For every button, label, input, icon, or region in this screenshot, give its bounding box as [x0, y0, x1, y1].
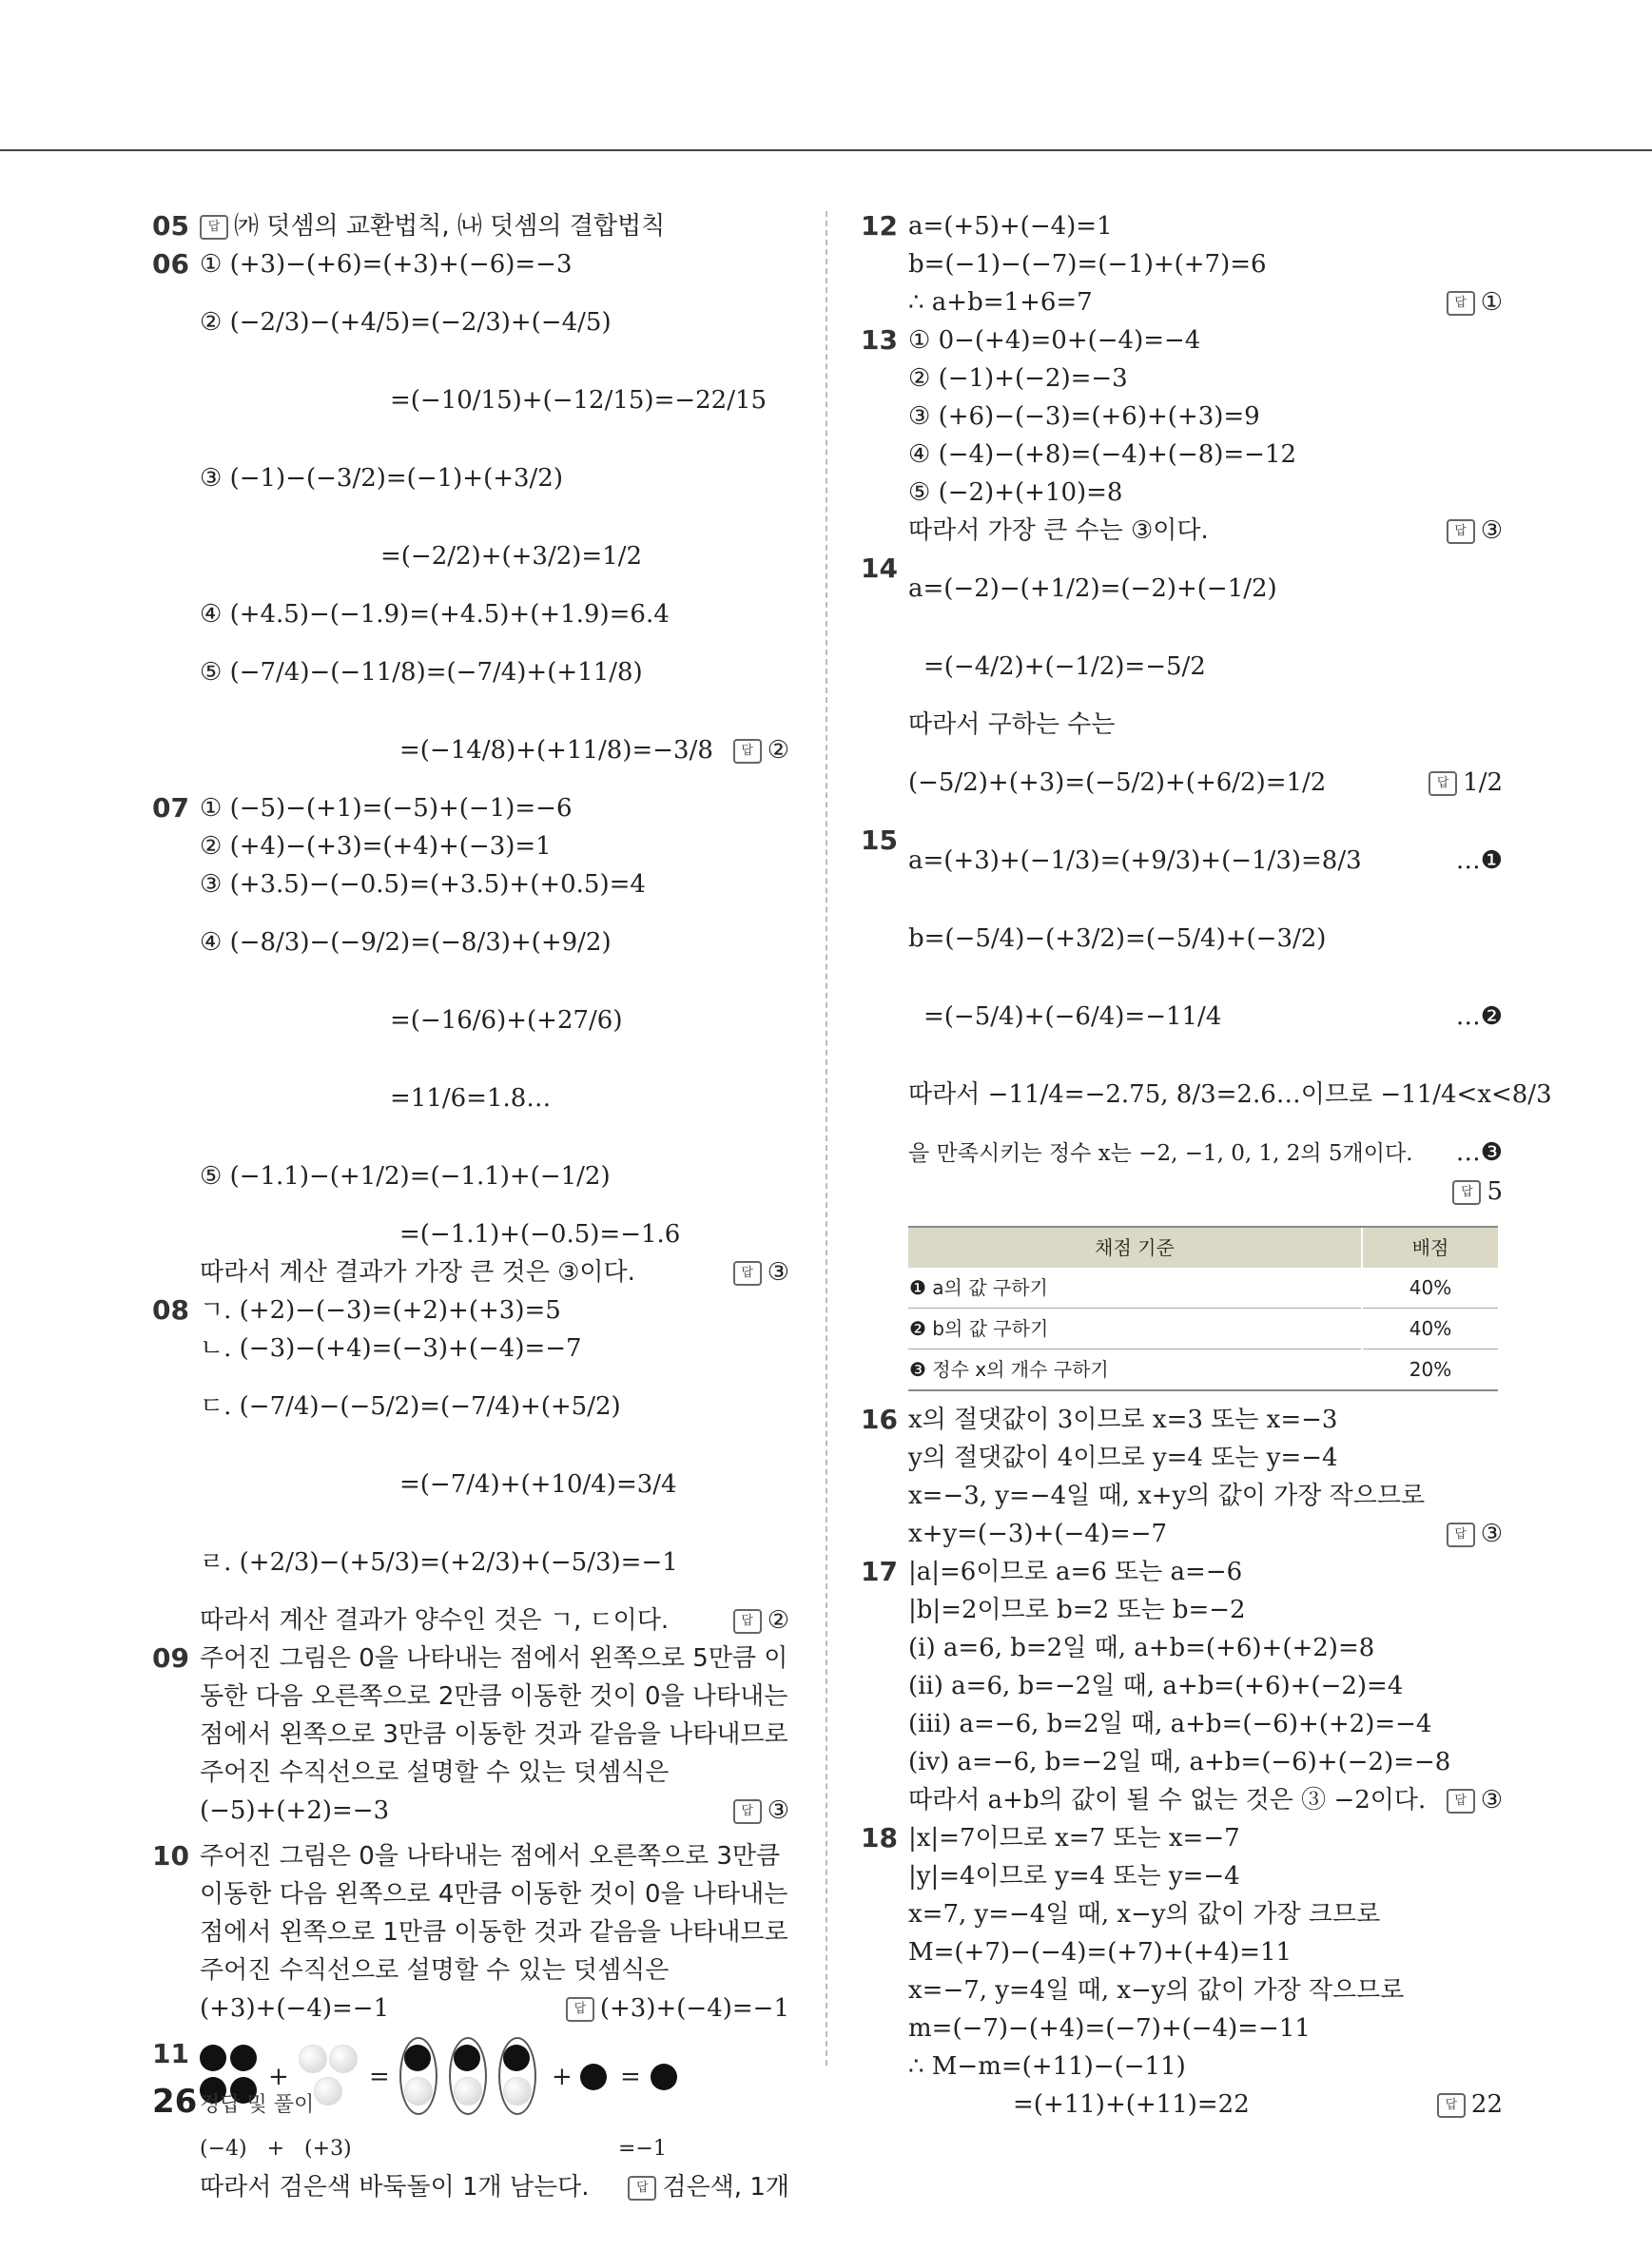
solution-line: ㄷ. (−7/4)−(−5/2)=(−7/4)+(+5/2)	[200, 1392, 621, 1421]
problem-number: 15	[861, 825, 898, 856]
solution-line: (−5/2)+(+3)=(−5/2)+(+6/2)=1/2 답 1/2	[908, 744, 1503, 822]
solution-line: ① (+3)−(+6)=(+3)+(−6)=−3	[200, 250, 573, 279]
right-column	[861, 207, 1552, 2124]
solution-line: 따라서 a+b의 값이 될 수 없는 것은 ③ −2이다. 답 ③	[908, 1781, 1503, 1819]
answer-line: 답 ㈎ 덧셈의 교환법칙, ㈏ 덧셈의 결합법칙	[200, 207, 789, 245]
solution-line: ① (−5)−(+1)=(−5)+(−1)=−6	[200, 794, 573, 823]
solution-line: b=(−1)−(−7)=(−1)+(+7)=6	[908, 250, 1267, 279]
solution-line: x+y=(−3)+(−4)=−7 답 ③	[908, 1515, 1503, 1553]
problem-05	[152, 207, 789, 245]
white-stone-icon	[329, 2045, 358, 2073]
answer-mark-icon: 답	[1447, 291, 1475, 316]
answer: 답 ③	[733, 1792, 789, 1830]
problem-17	[861, 1553, 1503, 1819]
page-number: 26	[152, 2083, 198, 2121]
problem-12	[861, 207, 1503, 321]
solution-line: 따라서 계산 결과가 양수인 것은 ㄱ, ㄷ이다. 답 ②	[200, 1601, 789, 1640]
solution-line: =(−5/4)+(−6/4)=−11/4 …❷	[908, 978, 1503, 1056]
solution-text: 주어진 그림은 0을 나타내는 점에서 왼쪽으로 5만큼 이동한 다음 오른쪽으로 2만큼 이동한 것이 0을 나타내는 점에서 왼쪽으로 3만큼 이동한 것과 같음을 나타내므로 주어진 수직선으로 설명할 수 있는 덧셈식은	[200, 1644, 788, 1787]
solution-line: ⑤ (−7/4)−(−11/8)=(−7/4)+(+11/8)	[200, 658, 643, 687]
problem-number: 10	[152, 1840, 189, 1872]
problem-13	[861, 321, 1503, 550]
solution-line: x=7, y=−4일 때, x−y의 값이 가장 크므로	[908, 1900, 1381, 1929]
solution-line: 을 만족시키는 정수 x는 −2, −1, 0, 1, 2의 5개이다. …❸	[908, 1134, 1503, 1173]
solution-line: M=(+7)−(−4)=(+7)+(+4)=11	[908, 1938, 1292, 1967]
solution-line: ④ (−8/3)−(−9/2)=(−8/3)+(+9/2)	[200, 928, 612, 957]
problem-number: 14	[861, 553, 898, 584]
problem-number: 12	[861, 210, 898, 242]
solution-line: m=(−7)−(+4)=(−7)+(−4)=−11	[908, 2014, 1311, 2043]
solution-line: ④ (+4.5)−(−1.9)=(+4.5)+(+1.9)=6.4	[200, 600, 670, 629]
solution-line: =(−2/2)+(+3/2)=1/2	[380, 542, 643, 571]
answer: 답 ③	[1447, 512, 1503, 550]
solution-line: x=−7, y=4일 때, x−y의 값이 가장 작으므로	[908, 1976, 1405, 2005]
answer-mark-icon: 답	[733, 1799, 762, 1824]
problem-number: 07	[152, 792, 189, 824]
header-rule	[0, 149, 1652, 151]
table-row: ❸ 정수 x의 개수 구하기 20%	[908, 1349, 1498, 1391]
problem-06	[152, 245, 789, 789]
problem-10	[152, 1837, 789, 2028]
solution-line: =(−4/2)+(−1/2)=−5/2	[923, 652, 1206, 681]
white-stone-icon	[454, 2077, 482, 2105]
table-header: 배점	[1362, 1227, 1498, 1268]
problem-16	[861, 1401, 1503, 1553]
problem-15	[861, 822, 1552, 1391]
solution-line: ② (+4)−(+3)=(+4)+(−3)=1	[200, 832, 552, 861]
problem-18	[861, 1819, 1503, 2124]
operator: =	[369, 2063, 390, 2091]
footer-label: 정답 및 풀이	[200, 2093, 315, 2117]
solution-line: (ⅰ) a=6, b=2일 때, a+b=(+6)+(+2)=8	[908, 1634, 1375, 1662]
operator: =	[620, 2063, 641, 2091]
answer-mark-icon: 답	[1437, 2093, 1466, 2118]
solution-line: ③ (+6)−(−3)=(+6)+(+3)=9	[908, 402, 1260, 431]
solution-line: =(−7/4)+(+10/4)=3/4	[399, 1470, 677, 1499]
solution-line: x의 절댓값이 3이므로 x=3 또는 x=−3	[908, 1406, 1338, 1434]
problem-number: 11	[152, 2038, 189, 2069]
answer-mark-icon: 답	[1447, 1523, 1475, 1547]
answer-mark-icon: 답	[628, 2176, 656, 2201]
problem-number: 08	[152, 1294, 189, 1326]
problem-08	[152, 1291, 789, 1640]
answer-mark-icon: 답	[733, 1609, 762, 1634]
solution-line: ② (−1)+(−2)=−3	[908, 364, 1128, 393]
solution-line: x=−3, y=−4일 때, x+y의 값이 가장 작으므로	[908, 1482, 1426, 1510]
solution-line: ∴ M−m=(+11)−(−11)	[908, 2052, 1186, 2081]
answer-mark-icon: 답	[566, 1997, 594, 2022]
problem-number: 09	[152, 1642, 189, 1674]
black-stone-icon	[200, 2045, 226, 2071]
white-stone-icon	[299, 2045, 327, 2073]
solution-line: =(+11)+(+11)=22 답 22	[908, 2086, 1503, 2124]
answer-mark-icon: 답	[1452, 1180, 1481, 1205]
solution-line: ① 0−(+4)=0+(−4)=−4	[908, 326, 1201, 355]
answer: 답 (+3)+(−4)=−1	[566, 1989, 789, 2028]
solution-line: (ⅱ) a=6, b=−2일 때, a+b=(+6)+(−2)=4	[908, 1672, 1404, 1700]
problem-11	[152, 2035, 789, 2206]
problem-09	[152, 1640, 789, 1830]
solution-line: a=(+3)+(−1/3)=(+9/3)+(−1/3)=8/3 …❶	[908, 822, 1503, 900]
solution-line: ∴ a+b=1+6=7 답 ①	[908, 283, 1503, 321]
answer-mark-icon: 답	[200, 215, 228, 240]
solution-line: =(−16/6)+(+27/6)	[390, 1006, 623, 1035]
step-marker: …❷	[1455, 1002, 1503, 1031]
solution-line: 따라서 구하는 수는	[908, 710, 1116, 739]
solution-line: (ⅲ) a=−6, b=2일 때, a+b=(−6)+(+2)=−4	[908, 1710, 1432, 1738]
diagram-labels: (−4) + (+3) =−1	[200, 2137, 667, 2161]
problem-number: 17	[861, 1556, 898, 1587]
answer: 답 ③	[1447, 1515, 1503, 1553]
solution-line: ㄱ. (+2)−(−3)=(+2)+(+3)=5	[200, 1296, 561, 1325]
solution-line: |y|=4이므로 y=4 또는 y=−4	[908, 1862, 1240, 1891]
black-stone-icon	[404, 2045, 431, 2071]
answer: 답 22	[1437, 2086, 1503, 2124]
answer: 답 1/2	[1428, 744, 1503, 822]
solution-line: =(−1.1)+(−0.5)=−1.6	[399, 1220, 681, 1249]
answer-mark-icon: 답	[733, 739, 762, 764]
left-column	[152, 207, 789, 2206]
answer: 답 ①	[1447, 283, 1503, 321]
column-divider	[826, 211, 827, 2066]
answer: 답 ②	[733, 711, 789, 789]
problem-number: 05	[152, 210, 189, 242]
scoring-table	[908, 1226, 1498, 1391]
problem-number: 13	[861, 324, 898, 356]
answer-mark-icon: 답	[1447, 1789, 1475, 1814]
answer: 답 5	[1452, 1173, 1503, 1211]
solution-line: y의 절댓값이 4이므로 y=4 또는 y=−4	[908, 1444, 1338, 1472]
solution-line: 따라서 가장 큰 수는 ③이다. 답 ③	[908, 512, 1503, 550]
answer: 답 ③	[733, 1253, 789, 1291]
table-row: ❶ a의 값 구하기 40%	[908, 1268, 1498, 1309]
solution-line: ② (−2/3)−(+4/5)=(−2/3)+(−4/5)	[200, 308, 612, 337]
answer: 답 ②	[733, 1601, 789, 1640]
answer-mark-icon: 답	[1428, 771, 1457, 796]
step-marker: …❶	[1455, 846, 1503, 875]
solution-line: 따라서 검은색 바둑돌이 1개 남는다. 답 검은색, 1개	[200, 2168, 789, 2206]
solution-line: a=(+5)+(−4)=1	[908, 212, 1113, 241]
solution-line: (+3)+(−4)=−1 답 (+3)+(−4)=−1	[200, 1989, 789, 2028]
problem-number: 16	[861, 1404, 898, 1435]
solution-text: 주어진 그림은 0을 나타내는 점에서 오른쪽으로 3만큼 이동한 다음 왼쪽으로 4만큼 이동한 것이 0을 나타내는 점에서 왼쪽으로 1만큼 이동한 것과 같음을 나타내므로 주어진 수직선으로 설명할 수 있는 덧셈식은	[200, 1842, 788, 1985]
solution-line: =(−14/8)+(+11/8)=−3/8 답 ②	[200, 711, 789, 789]
step-marker: …❸	[1455, 1138, 1503, 1167]
solution-line: 따라서 −11/4=−2.75, 8/3=2.6…이므로 −11/4<x<8/3	[908, 1080, 1552, 1109]
problem-14	[861, 550, 1503, 822]
white-stone-icon	[503, 2077, 532, 2105]
black-stone-icon	[580, 2064, 607, 2090]
white-stone-icon	[404, 2077, 433, 2105]
problem-07	[152, 789, 789, 1291]
answer-mark-icon: 답	[733, 1261, 762, 1286]
solution-line: ③ (+3.5)−(−0.5)=(+3.5)+(+0.5)=4	[200, 870, 646, 899]
answer-mark-icon: 답	[1447, 519, 1475, 544]
solution-line: =11/6=1.8…	[390, 1084, 552, 1113]
solution-line: ㄹ. (+2/3)−(+5/3)=(+2/3)+(−5/3)=−1	[200, 1548, 678, 1577]
solution-line: |b|=2이므로 b=2 또는 b=−2	[908, 1596, 1246, 1624]
solution-line: (ⅳ) a=−6, b=−2일 때, a+b=(−6)+(−2)=−8	[908, 1748, 1451, 1776]
answer: 답 ③	[1447, 1781, 1503, 1819]
solution-line: ③ (−1)−(−3/2)=(−1)+(+3/2)	[200, 464, 563, 493]
solution-line: 따라서 계산 결과가 가장 큰 것은 ③이다. 답 ③	[200, 1253, 789, 1291]
solution-line: a=(−2)−(+1/2)=(−2)+(−1/2)	[908, 574, 1277, 603]
black-stone-icon	[454, 2045, 480, 2071]
solution-line: (−5)+(+2)=−3 답 ③	[200, 1792, 789, 1830]
solution-line: =(−10/15)+(−12/15)=−22/15	[390, 386, 768, 415]
black-stone-icon	[503, 2045, 530, 2071]
solution-line: ⑤ (−2)+(+10)=8	[908, 478, 1123, 507]
black-stone-icon	[651, 2064, 677, 2090]
table-header: 채점 기준	[908, 1227, 1362, 1268]
table-row: ❷ b의 값 구하기 40%	[908, 1309, 1498, 1349]
solution-line: ⑤ (−1.1)−(+1/2)=(−1.1)+(−1/2)	[200, 1162, 611, 1191]
black-stone-icon	[230, 2045, 257, 2071]
answer: 답 검은색, 1개	[628, 2168, 789, 2206]
problem-number: 06	[152, 248, 189, 280]
operator: +	[268, 2063, 289, 2091]
solution-line: |a|=6이므로 a=6 또는 a=−6	[908, 1558, 1243, 1586]
solution-line: ㄴ. (−3)−(+4)=(−3)+(−4)=−7	[200, 1334, 582, 1363]
solution-line: ④ (−4)−(+8)=(−4)+(−8)=−12	[908, 440, 1297, 469]
white-stone-icon	[314, 2077, 342, 2105]
solution-line: |x|=7이므로 x=7 또는 x=−7	[908, 1824, 1240, 1853]
problem-number: 18	[861, 1822, 898, 1853]
operator: +	[552, 2063, 573, 2091]
solution-line: b=(−5/4)−(+3/2)=(−5/4)+(−3/2)	[908, 924, 1327, 953]
answer-line	[908, 1173, 1503, 1211]
